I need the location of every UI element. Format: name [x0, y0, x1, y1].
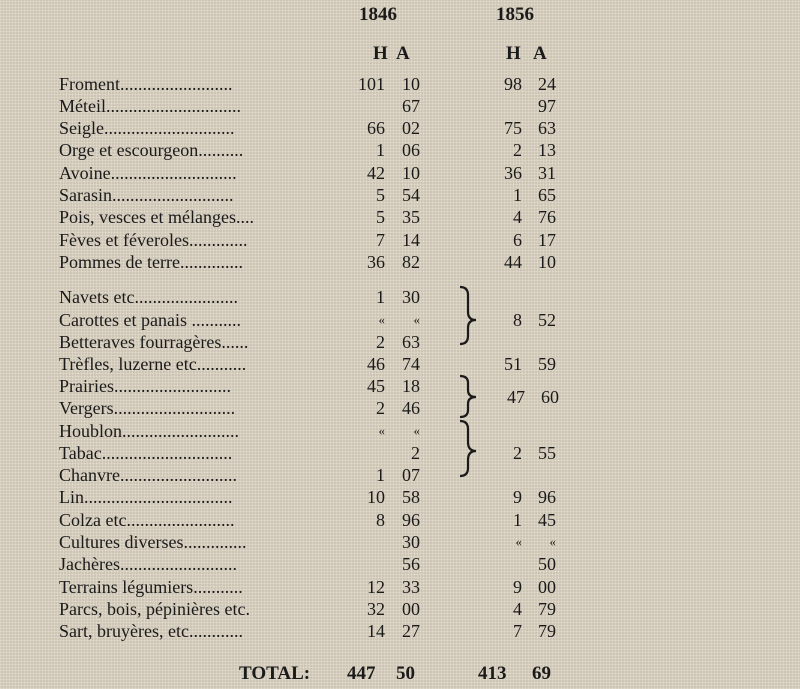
h-1846-value: 5	[376, 207, 385, 227]
h-1846-value: 10	[367, 487, 385, 507]
a-1856-value: 31	[538, 163, 556, 183]
a-1856-value: 96	[538, 487, 556, 507]
a-1846-value: 2	[411, 443, 420, 463]
h-1856-group-value: 8	[513, 310, 522, 330]
a-1846-value: 54	[402, 185, 420, 205]
h-1846-value: 46	[367, 354, 385, 374]
a-1856-group-value: 55	[538, 443, 556, 463]
h-1846-value: 36	[367, 252, 385, 272]
crop-label: Cultures diverses..............	[59, 532, 247, 552]
h-1846-value: 1	[376, 465, 385, 485]
h-1856-value: 9	[513, 577, 522, 597]
a-1856-value: 97	[538, 96, 556, 116]
a-1856-value: 45	[538, 510, 556, 530]
a-1846-value: 96	[402, 510, 420, 530]
h-1846-value: 45	[367, 376, 385, 396]
h-1846-value: 7	[376, 230, 385, 250]
a-1846-value: 58	[402, 487, 420, 507]
a-1846-value: 30	[402, 532, 420, 552]
h-1856-value: 7	[513, 621, 522, 641]
a-1846-value: 46	[402, 398, 420, 418]
a-1856-value: 10	[538, 252, 556, 272]
a-1846-value: 33	[402, 577, 420, 597]
crop-label: Parcs, bois, pépinières etc.	[59, 599, 250, 619]
h-1856-value: 36	[504, 163, 522, 183]
a-1856-group-value: 52	[538, 310, 556, 330]
crop-label: Colza etc........................	[59, 510, 235, 530]
h-1846-value: «	[378, 423, 385, 438]
h-1846-value: 2	[376, 398, 385, 418]
a-1856-value: 24	[538, 74, 556, 94]
a-1856-value: 50	[538, 554, 556, 574]
h-1856-value: 6	[513, 230, 522, 250]
h-1856-group-value: 47	[507, 387, 525, 407]
a-1846-value: 27	[402, 621, 420, 641]
col-h-1856-header: H	[506, 43, 521, 64]
a-1846-value: 07	[402, 465, 420, 485]
a-1846-value: «	[413, 423, 420, 438]
crop-label: Betteraves fourragères......	[59, 332, 249, 352]
h-1856-value: 44	[504, 252, 522, 272]
h-1856-value: 1	[513, 185, 522, 205]
col-h-1846-header: H	[373, 43, 388, 64]
a-1846-value: 74	[402, 354, 420, 374]
a-1846-value: 18	[402, 376, 420, 396]
a-1846-value: 10	[402, 163, 420, 183]
total-h-1846: 447	[347, 663, 376, 684]
crop-label: Trèfles, luzerne etc...........	[59, 354, 247, 374]
a-1856-value: 63	[538, 118, 556, 138]
crop-label: Vergers...........................	[59, 398, 236, 418]
a-1846-value: 30	[402, 287, 420, 307]
crop-label: Fèves et féveroles.............	[59, 230, 248, 250]
crop-label: Prairies..........................	[59, 376, 231, 396]
crop-label: Seigle.............................	[59, 118, 235, 138]
a-1856-value: 00	[538, 577, 556, 597]
a-1856-value: «	[549, 534, 556, 549]
a-1846-value: 56	[402, 554, 420, 574]
h-1846-value: 66	[367, 118, 385, 138]
h-1856-value: 1	[513, 510, 522, 530]
a-1856-value: 59	[538, 354, 556, 374]
col-a-1856-header: A	[533, 43, 547, 64]
crop-label: Navets etc.......................	[59, 287, 238, 307]
a-1846-value: 10	[402, 74, 420, 94]
crop-label: Méteil..............................	[59, 96, 241, 116]
crop-label: Sart, bruyères, etc............	[59, 621, 243, 641]
a-1846-value: 35	[402, 207, 420, 227]
crop-label: Sarasin...........................	[59, 185, 234, 205]
total-h-1856: 413	[478, 663, 507, 684]
col-a-1846-header: A	[396, 43, 410, 64]
h-1856-group-value: 2	[513, 443, 522, 463]
h-1856-value: 75	[504, 118, 522, 138]
a-1856-value: 76	[538, 207, 556, 227]
h-1846-value: 8	[376, 510, 385, 530]
a-1846-value: 00	[402, 599, 420, 619]
group-row-prairies	[0, 386, 800, 408]
crop-label: Terrains légumiers...........	[59, 577, 243, 597]
h-1856-value: 51	[504, 354, 522, 374]
h-1856-value: 4	[513, 207, 522, 227]
a-1846-value: 06	[402, 140, 420, 160]
a-1856-value: 13	[538, 140, 556, 160]
crop-label: Jachères..........................	[59, 554, 237, 574]
crop-label: Chanvre..........................	[59, 465, 237, 485]
crop-label: Tabac.............................	[59, 443, 233, 463]
total-a-1856: 69	[532, 663, 551, 684]
h-1846-value: 12	[367, 577, 385, 597]
group-row-houblon	[0, 442, 800, 464]
a-1856-value: 65	[538, 185, 556, 205]
a-1846-value: 67	[402, 96, 420, 116]
a-1846-value: 02	[402, 118, 420, 138]
a-1856-value: 79	[538, 599, 556, 619]
a-1846-value: 63	[402, 332, 420, 352]
h-1856-value: 98	[504, 74, 522, 94]
crop-label: Avoine............................	[59, 163, 237, 183]
h-1846-value: «	[378, 312, 385, 327]
a-1856-value: 79	[538, 621, 556, 641]
crop-label: Pommes de terre..............	[59, 252, 243, 272]
a-1846-value: 14	[402, 230, 420, 250]
h-1846-value: 2	[376, 332, 385, 352]
total-label: TOTAL:	[239, 663, 311, 684]
a-1856-value: 17	[538, 230, 556, 250]
a-1846-value: 82	[402, 252, 420, 272]
h-1846-value: 5	[376, 185, 385, 205]
crop-label: Lin.................................	[59, 487, 233, 507]
total-a-1846: 50	[396, 663, 415, 684]
h-1856-value: 9	[513, 487, 522, 507]
crop-label: Orge et escourgeon..........	[59, 140, 244, 160]
a-1846-value: «	[413, 312, 420, 327]
year-1846-header: 1846	[359, 4, 397, 25]
h-1856-value: 4	[513, 599, 522, 619]
h-1856-value: «	[515, 534, 522, 549]
h-1846-value: 1	[376, 287, 385, 307]
h-1846-value: 32	[367, 599, 385, 619]
year-1856-header: 1856	[496, 4, 534, 25]
crop-label: Houblon..........................	[59, 421, 239, 441]
crop-label: Carottes et panais ...........	[59, 310, 241, 330]
h-1856-value: 2	[513, 140, 522, 160]
h-1846-value: 14	[367, 621, 385, 641]
a-1856-group-value: 60	[541, 387, 559, 407]
h-1846-value: 1	[376, 140, 385, 160]
group-row-navets	[0, 309, 800, 331]
h-1846-value: 101	[358, 74, 385, 94]
h-1846-value: 42	[367, 163, 385, 183]
crop-label: Pois, vesces et mélanges....	[59, 207, 254, 227]
crop-label: Froment.........................	[59, 74, 233, 94]
